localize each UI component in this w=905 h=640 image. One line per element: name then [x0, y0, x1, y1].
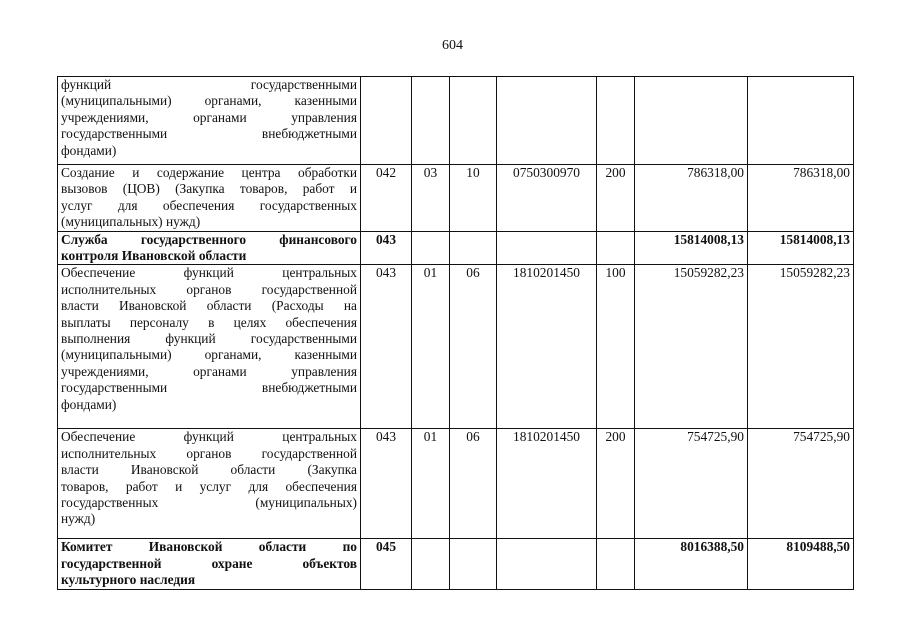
row-name-line: Создание и содержание центра обработки: [61, 165, 357, 180]
expense-type-cell: [597, 77, 635, 165]
row-name-line: (муниципальными) органами, казенными: [61, 347, 357, 363]
amount-year1-cell: [635, 77, 748, 165]
ministry-code-cell: 042: [361, 165, 412, 232]
budget-table: [57, 76, 854, 590]
target-article-cell: [497, 77, 597, 165]
amount-year1-cell: 15814008,13: [635, 231, 748, 265]
row-name-line: фондами): [61, 396, 117, 412]
section-code-cell: 01: [412, 429, 450, 539]
subsection-code-cell: 10: [450, 165, 497, 232]
row-name-line: исполнительных органов государственной: [61, 281, 357, 297]
row-name-line: (муниципальными) органами, казенными: [61, 93, 357, 109]
amount-year1-cell: 15059282,23: [635, 265, 748, 429]
expense-type-cell: [597, 539, 635, 589]
subsection-code-cell: 06: [450, 265, 497, 429]
target-article-cell: [497, 539, 597, 589]
row-name-line: власти Ивановской области (Закупка: [61, 462, 357, 478]
subsection-code-cell: [450, 539, 497, 589]
section-code-cell: 03: [412, 165, 450, 232]
row-name-line: власти Ивановской области (Расходы на: [61, 298, 357, 314]
row-name-line: государственной охране объектов: [61, 555, 357, 571]
amount-year2-cell: 786318,00: [748, 165, 854, 232]
section-code-cell: 01: [412, 265, 450, 429]
row-name-line: выплаты персоналу в целях обеспечения: [61, 314, 357, 330]
amount-year2-cell: 15059282,23: [748, 265, 854, 429]
row-name-line: Обеспечение функций центральных: [61, 429, 357, 445]
row-name-line: вызовов (ЦОВ) (Закупка товаров, работ и: [61, 181, 357, 197]
row-name-line: Служба государственного финансового: [61, 231, 357, 247]
amount-year2-cell: 8109488,50: [748, 539, 854, 589]
row-name-line: выполнения функций государственными: [61, 331, 357, 347]
row-name-line: фондами): [61, 142, 117, 158]
table-body: [58, 77, 854, 590]
amount-year1-cell: 8016388,50: [635, 539, 748, 589]
target-article-cell: 1810201450: [497, 429, 597, 539]
expense-type-cell: [597, 231, 635, 265]
row-name-line: исполнительных органов государственной: [61, 445, 357, 461]
row-name-line: (муниципальных) нужд): [61, 214, 201, 230]
amount-year2-cell: 15814008,13: [748, 231, 854, 265]
amount-year2-cell: 754725,90: [748, 429, 854, 539]
subsection-code-cell: [450, 77, 497, 165]
row-name-line: нужд): [61, 511, 96, 527]
row-name-line: учреждениями, органами управления: [61, 109, 357, 125]
section-code-cell: [412, 77, 450, 165]
row-name-cell: [58, 429, 361, 539]
amount-year1-cell: 754725,90: [635, 429, 748, 539]
table-row: [58, 77, 854, 165]
table-row: [58, 539, 854, 589]
row-name-line: Комитет Ивановской области по: [61, 539, 357, 555]
subsection-code-cell: 06: [450, 429, 497, 539]
row-name-cell: [58, 77, 361, 165]
expense-type-cell: 200: [597, 429, 635, 539]
table-row: [58, 231, 854, 265]
row-name-line: учреждениями, органами управления: [61, 363, 357, 379]
row-name-line: контроля Ивановской области: [61, 248, 247, 264]
row-name-line: государственными внебюджетными: [61, 126, 357, 142]
expense-type-cell: 100: [597, 265, 635, 429]
row-name-line: Обеспечение функций центральных: [61, 265, 357, 281]
table-row: [58, 429, 854, 539]
section-code-cell: [412, 539, 450, 589]
row-name-line: государственных (муниципальных): [61, 495, 357, 511]
table-row: [58, 265, 854, 429]
ministry-code-cell: 043: [361, 265, 412, 429]
row-name-line: товаров, работ и услуг для обеспечения: [61, 478, 357, 494]
subsection-code-cell: [450, 231, 497, 265]
section-code-cell: [412, 231, 450, 265]
row-name-cell: [58, 231, 361, 265]
row-name-line: культурного наследия: [61, 572, 196, 588]
row-name-cell: [58, 265, 361, 429]
amount-year1-cell: 786318,00: [635, 165, 748, 232]
target-article-cell: 0750300970: [497, 165, 597, 232]
ministry-code-cell: 045: [361, 539, 412, 589]
ministry-code-cell: [361, 77, 412, 165]
row-name-line: услуг для обеспечения государственных: [61, 197, 357, 213]
table-row: [58, 165, 854, 232]
row-name-line: государственными внебюджетными: [61, 380, 357, 396]
target-article-cell: [497, 231, 597, 265]
row-name-cell: [58, 539, 361, 589]
expense-type-cell: 200: [597, 165, 635, 232]
row-name-cell: [58, 165, 361, 232]
row-name-line: функций государственными: [61, 77, 357, 92]
target-article-cell: 1810201450: [497, 265, 597, 429]
ministry-code-cell: 043: [361, 231, 412, 265]
page-number: 604: [442, 38, 463, 53]
amount-year2-cell: [748, 77, 854, 165]
ministry-code-cell: 043: [361, 429, 412, 539]
